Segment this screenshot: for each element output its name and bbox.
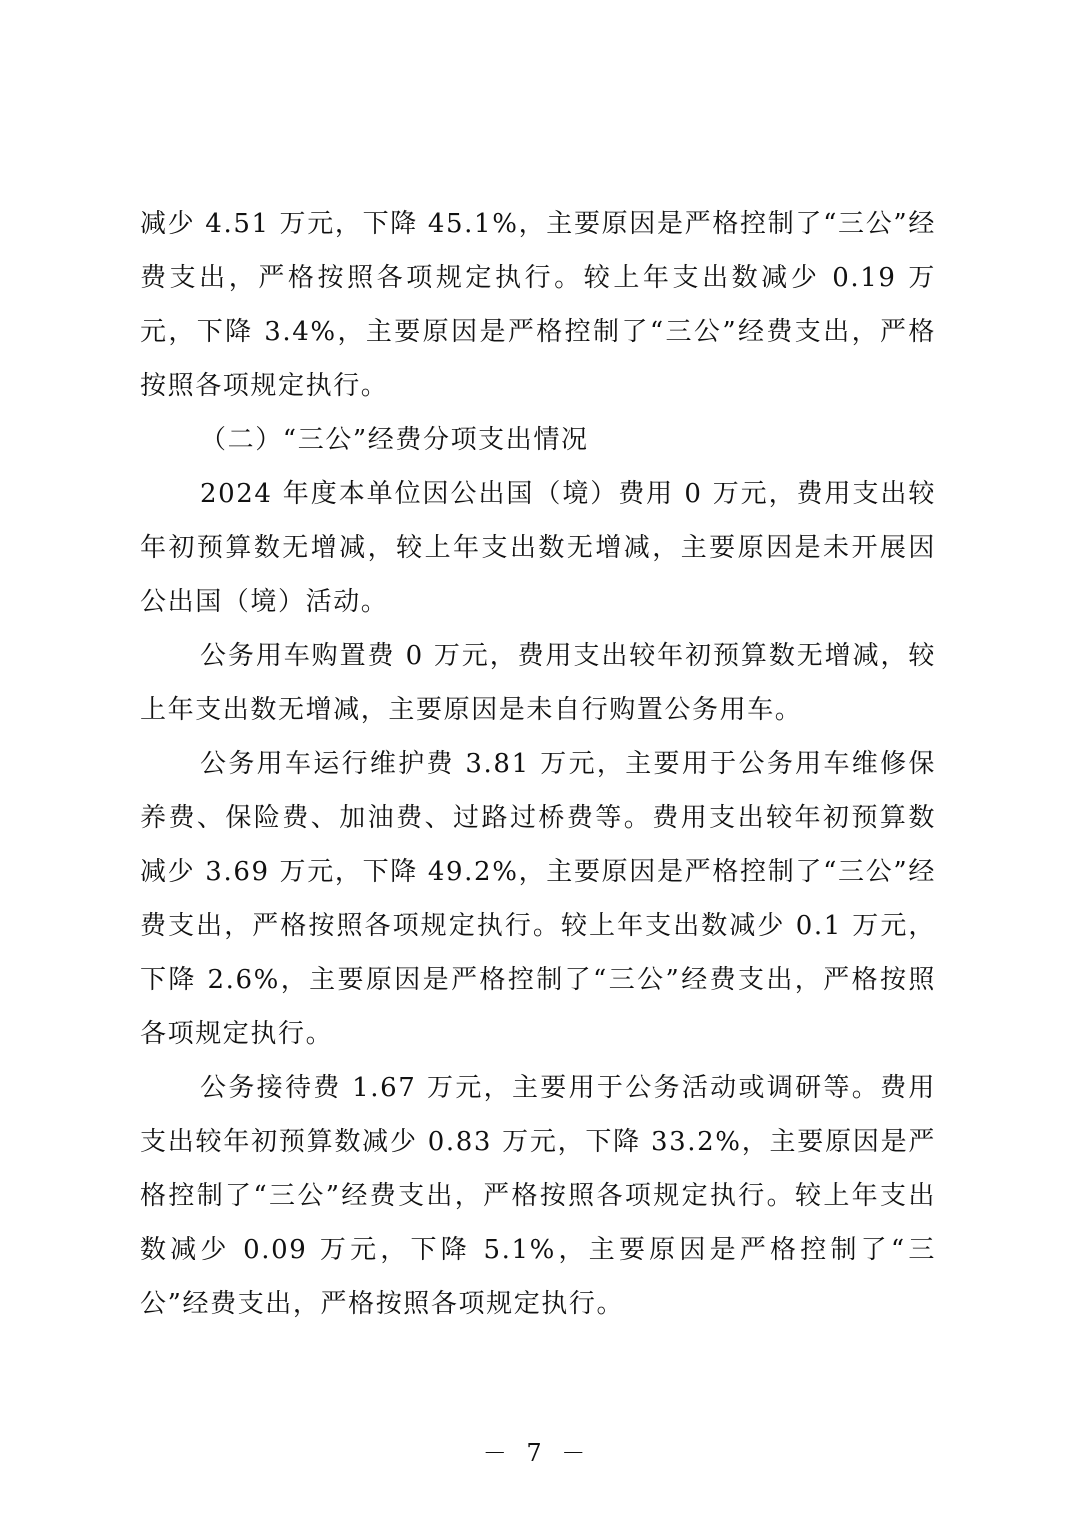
paragraph-reception: 公务接待费 1.67 万元，主要用于公务活动或调研等。费用支出较年初预算数减少 0.83 万元，下降 33.2%，主要原因是严格控制了“三公”经费支出，严格按照各项规定执行。较上年支出数减少 0.09 万元，下降 5.1%，主要原因是严格控制了“三公”经费支出，严格按照各项规定执行。	[140, 1073, 936, 1319]
section-heading: （二）“三公”经费分项支出情况	[200, 425, 589, 455]
paragraph-vehicle-purchase: 公务用车购置费 0 万元，费用支出较年初预算数无增减，较上年支出数无增减，主要原因是未自行购置公务用车。	[140, 641, 936, 725]
paragraph-overseas-travel: 2024 年度本单位因公出国（境）费用 0 万元，费用支出较年初预算数无增减，较上年支出数无增减，主要原因是未开展因公出国（境）活动。	[140, 479, 936, 617]
document-body	[140, 197, 936, 1331]
paragraph-vehicle-operation: 公务用车运行维护费 3.81 万元，主要用于公务用车维修保养费、保险费、加油费、过路过桥费等。费用支出较年初预算数减少 3.69 万元，下降 49.2%，主要原因是严格控制了“三公”经费支出，严格按照各项规定执行。较上年支出数减少 0.1 万元，下降 2.6%，主要原因是严格控制了“三公”经费支出，严格按照各项规定执行。	[140, 749, 936, 1049]
paragraph-continuation: 减少 4.51 万元，下降 45.1%，主要原因是严格控制了“三公”经费支出，严格按照各项规定执行。较上年支出数减少 0.19 万元，下降 3.4%，主要原因是严格控制了“三公”经费支出，严格按照各项规定执行。	[140, 209, 936, 401]
page-number: － 7 －	[482, 1439, 592, 1467]
